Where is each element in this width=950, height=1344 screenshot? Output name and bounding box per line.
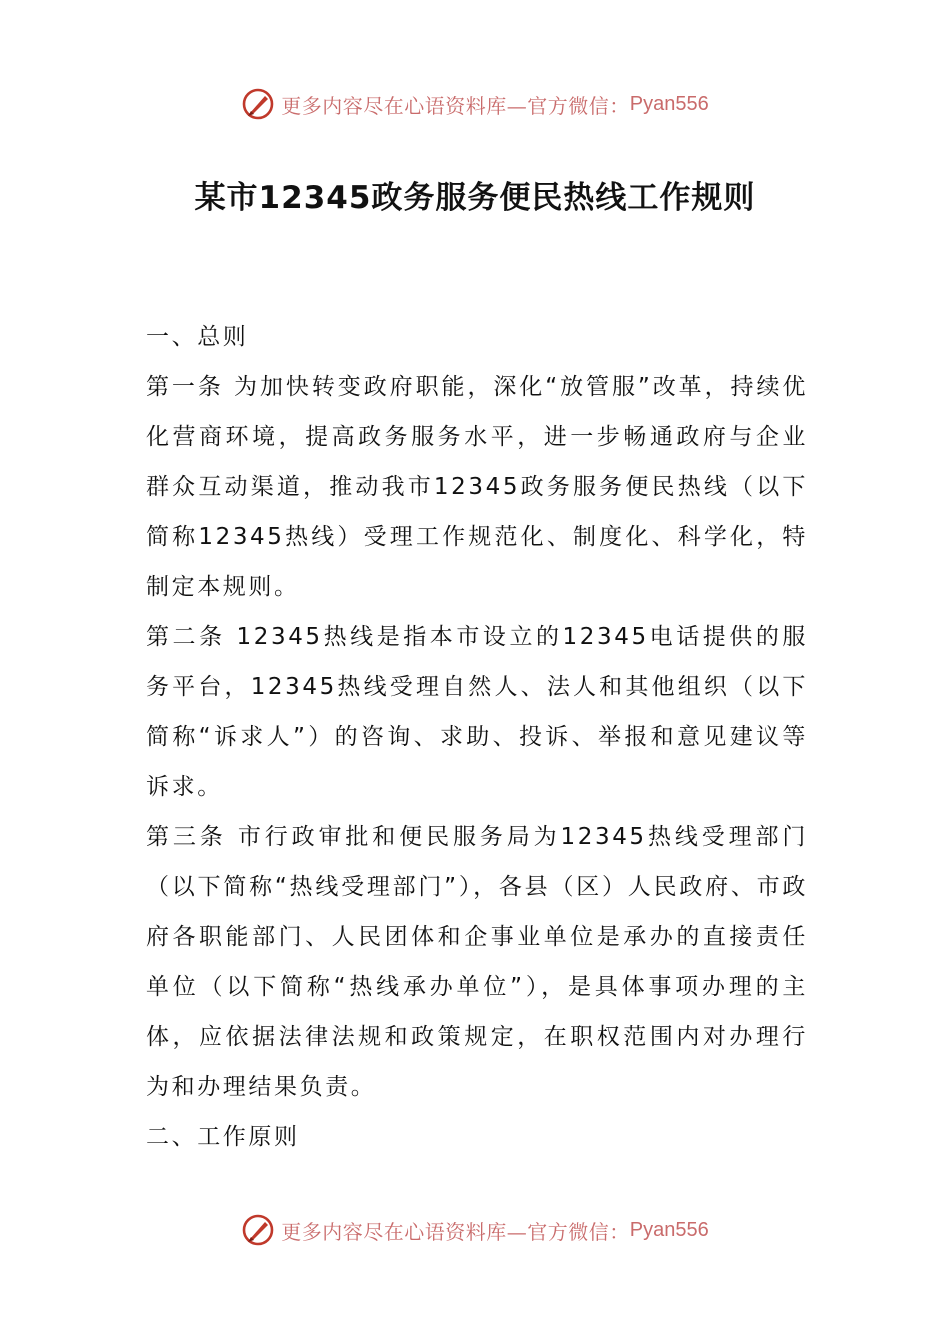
quill-pen-circle-icon: [241, 1213, 275, 1247]
section-heading: 二、工作原则: [146, 1124, 300, 1150]
document-title: 某市12345政务服务便民热线工作规则: [194, 180, 756, 216]
article-paragraph: 第二条 12345热线是指本市设立的12345电话提供的服务平台，12345热线受理自然人、法人和其他组织（以下简称“诉求人”）的咨询、求助、投诉、举报和意见建议等诉求。: [146, 624, 808, 800]
quill-pen-circle-icon: [241, 87, 275, 121]
watermark-wechat-id: Pyan556: [629, 92, 709, 115]
section-heading: 一、总则: [146, 324, 249, 350]
header-watermark: [0, 84, 950, 124]
article-paragraph: 第三条 市行政审批和便民服务局为12345热线受理部门（以下简称“热线受理部门”），各县（区）人民政府、市政府各职能部门、人民团体和企事业单位是承办的直接责任单位（以下简称“热线承办单位”），是具体事项办理的主体，应依据法律法规和政策规定，在职权范围内对办理行为和办理结果负责。: [146, 824, 808, 1100]
watermark-text: 更多内容尽在心语资料库—官方微信：: [281, 1219, 630, 1244]
document-body: [146, 312, 808, 1162]
footer-watermark: [0, 1210, 950, 1250]
watermark-text: 更多内容尽在心语资料库—官方微信：: [281, 93, 630, 118]
watermark-wechat-id: Pyan556: [629, 1218, 709, 1241]
article-paragraph: 第一条 为加快转变政府职能，深化“放管服”改革，持续优化营商环境，提高政务服务水平，进一步畅通政府与企业群众互动渠道，推动我市12345政务服务便民热线（以下简称12345热线）受理工作规范化、制度化、科学化，特制定本规则。: [146, 374, 808, 600]
